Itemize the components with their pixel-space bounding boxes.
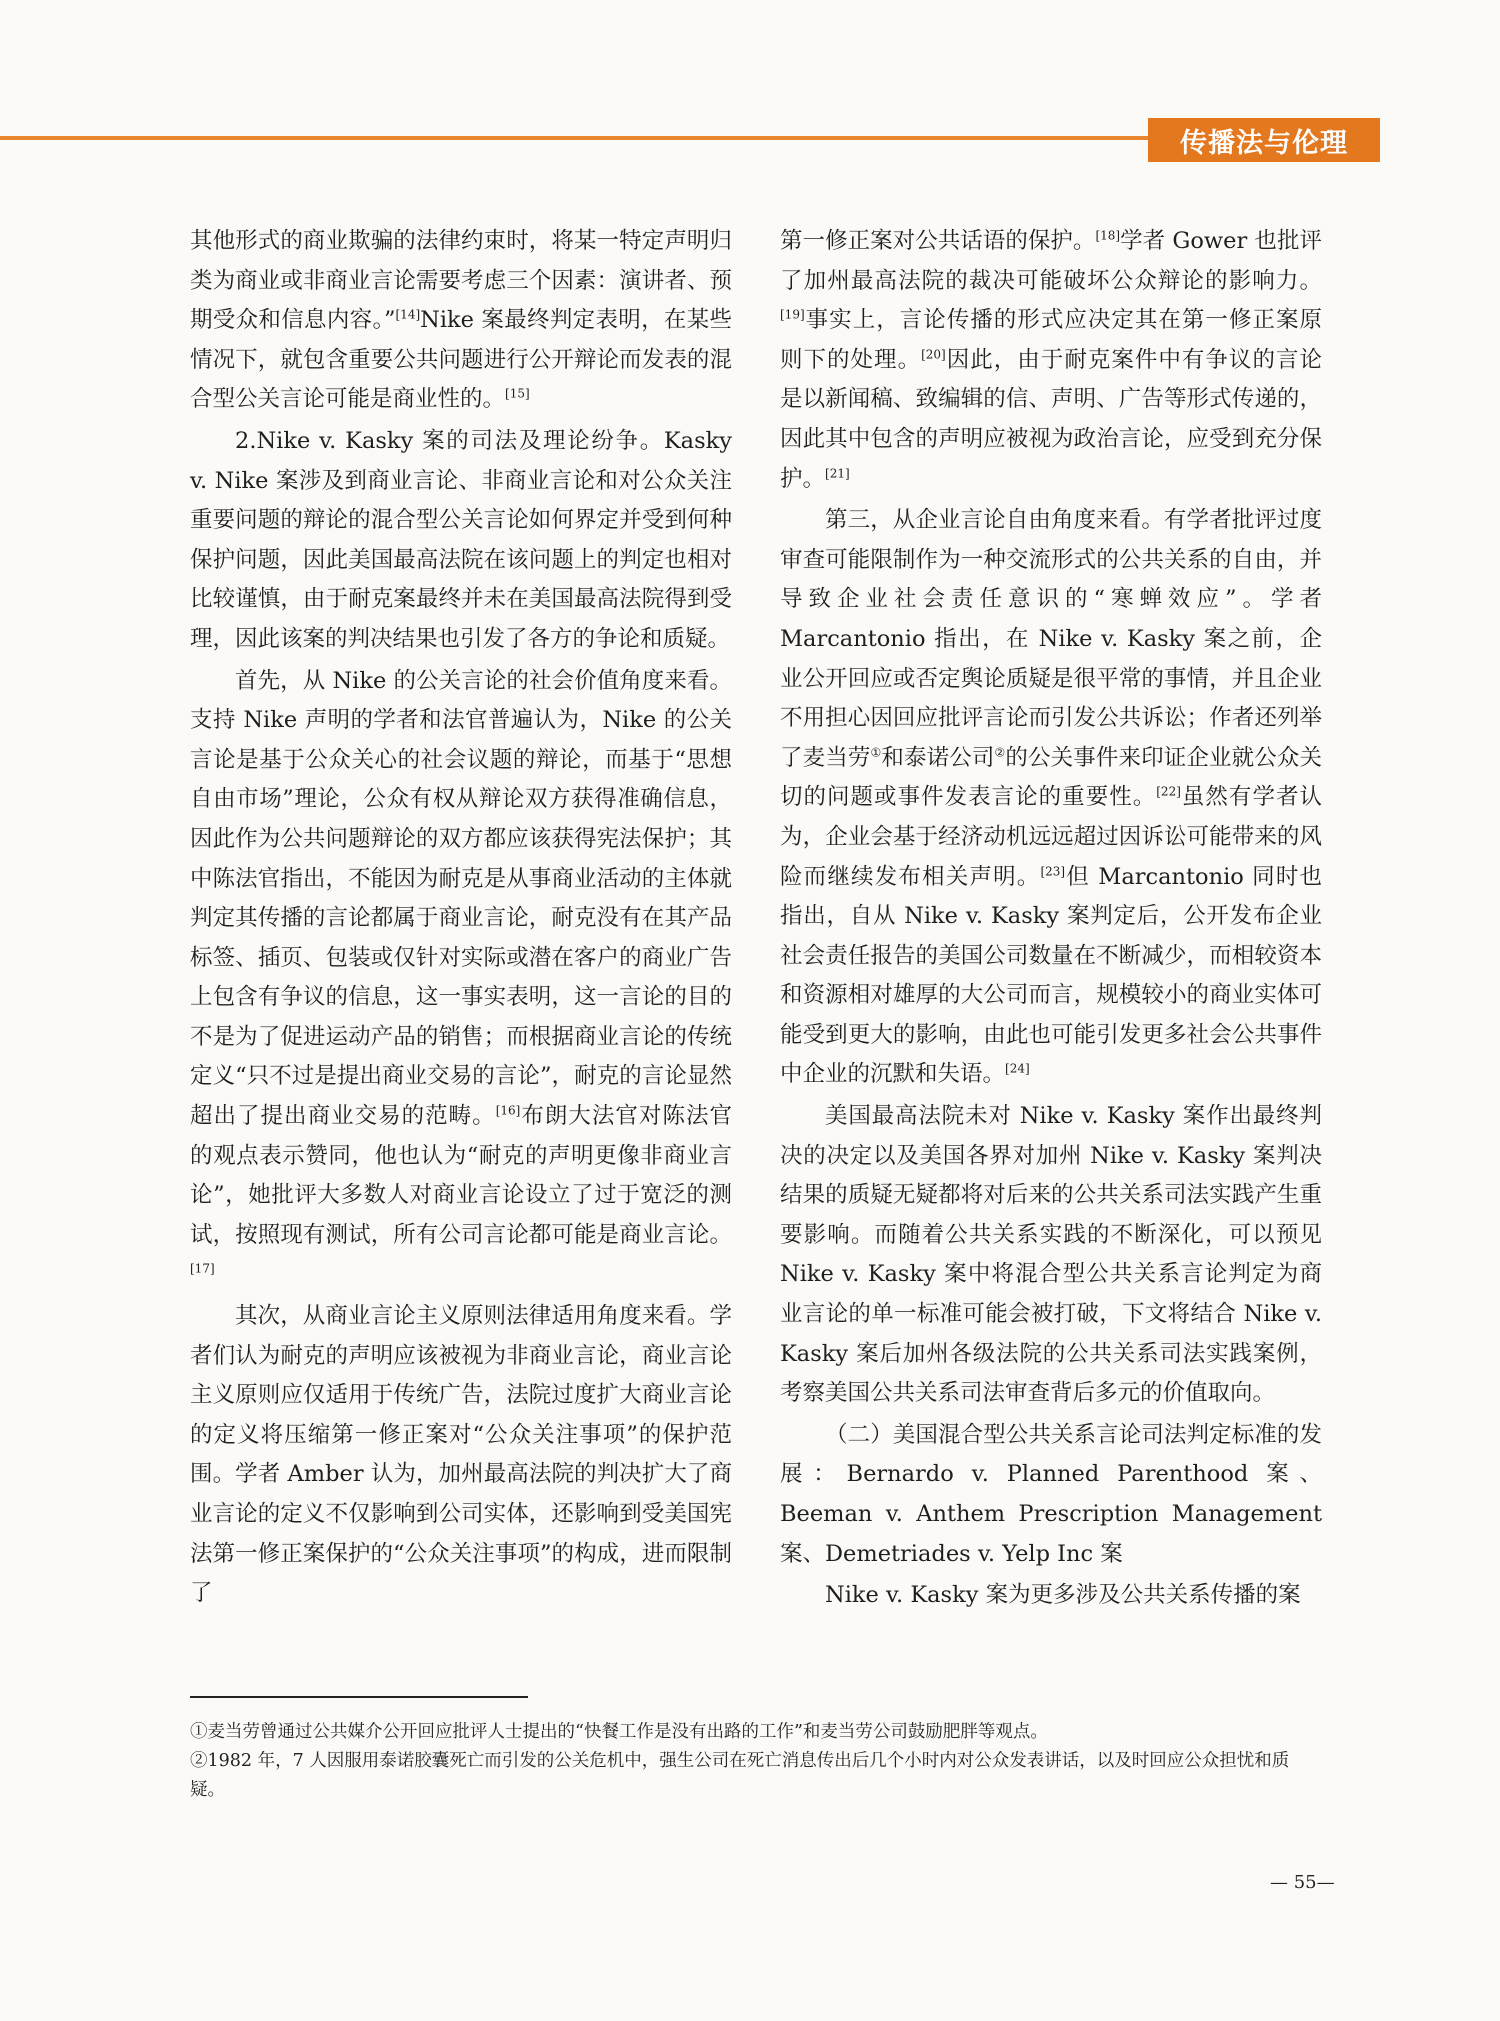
- paragraph-5: 第一修正案对公共话语的保护。[18]学者 Gower 也批评了加州最高法院的裁决可能破坏公众辩论的影响力。[19]事实上，言论传播的形式应决定其在第一修正案原则下的处理。[20]因此，由于耐克案件中有争议的言论是以新闻稿、致编辑的信、声明、广告等形式传递的，因此其中包含的声明应被视为政治言论，应受到充分保护。[21]: [780, 228, 1322, 492]
- footnote-rule: [190, 1696, 528, 1698]
- left-column: [190, 222, 732, 1614]
- paragraph-9: Nike v. Kasky 案为更多涉及公共关系传播的案: [825, 1582, 1301, 1609]
- footnotes: [190, 1718, 1320, 1805]
- footnote-1: ①麦当劳曾通过公共媒介公开回应批评人士提出的“快餐工作是没有出路的工作”和麦当劳公司鼓励肥胖等观点。: [190, 1722, 1048, 1742]
- paragraph-7: 美国最高法院未对 Nike v. Kasky 案作出最终判决的决定以及美国各界对加州 Nike v. Kasky 案判决结果的质疑无疑都将对后来的公共关系司法实践产生重要影响。而随着公共关系实践的不断深化，可以预见 Nike v. Kasky 案中将混合型公共关系言论判定为商业言论的单一标准可能会被打破，下文将结合 Nike v. Kasky 案后加州各级法院的公共关系司法实践案例，考察美国公共关系司法审查背后多元的价值取向。: [780, 1103, 1322, 1407]
- paragraph-4: 其次，从商业言论主义原则法律适用角度来看。学者们认为耐克的声明应该被视为非商业言论，商业言论主义原则应仅适用于传统广告，法院过度扩大商业言论的定义将压缩第一修正案对“公众关注事项”的保护范围。学者 Amber 认为，加州最高法院的判决扩大了商业言论的定义不仅影响到公司实体，还影响到受美国宪法第一修正案保护的“公众关注事项”的构成，进而限制了: [190, 1303, 732, 1607]
- paragraph-2: 2.Nike v. Kasky 案的司法及理论纷争。Kasky v. Nike 案涉及到商业言论、非商业言论和对公众关注重要问题的辩论的混合型公关言论如何界定并受到何种保护问题，因此美国最高法院在该问题上的判定也相对比较谨慎，由于耐克案最终并未在美国最高法院得到受理，因此该案的判决结果也引发了各方的争论和质疑。: [190, 427, 732, 652]
- paragraph-8-subheading: （二）美国混合型公共关系言论司法判定标准的发展：Bernardo v. Planned Parenthood 案、Beeman v. Anthem Prescription Management 案、Demetriades v. Yelp Inc 案: [780, 1421, 1322, 1567]
- paragraph-6: 第三，从企业言论自由角度来看。有学者批评过度审查可能限制作为一种交流形式的公共关系的自由，并导致企业社会责任意识的“寒蝉效应”。学者 Marcantonio 指出，在 Nike v. Kasky 案之前，企业公开回应或否定舆论质疑是很平常的事情，并且企业不用担心因回应批评言论而引发公共诉讼；作者还列举了麦当劳①和泰诺公司②的公关事件来印证企业就公众关切的问题或事件发表言论的重要性。[22]虽然有学者认为，企业会基于经济动机远远超过因诉讼可能带来的风险而继续发布相关声明。[23]但 Marcantonio 同时也指出，自从 Nike v. Kasky 案判定后，公开发布企业社会责任报告的美国公司数量在不断减少，而相较资本和资源相对雄厚的大公司而言，规模较小的商业实体可能受到更大的影响，由此也可能引发更多社会公共事件中企业的沉默和失语。[24]: [780, 507, 1322, 1088]
- paragraph-3: 首先，从 Nike 的公关言论的社会价值角度来看。支持 Nike 声明的学者和法官普遍认为，Nike 的公关言论是基于公众关心的社会议题的辩论，而基于“思想自由市场”理论，公众有权从辩论双方获得准确信息，因此作为公共问题辩论的双方都应该获得宪法保护；其中陈法官指出，不能因为耐克是从事商业活动的主体就判定其传播的言论都属于商业言论，耐克没有在其产品标签、插页、包装或仅针对实际或潜在客户的商业广告上包含有争议的信息，这一事实表明，这一言论的目的不是为了促进运动产品的销售；而根据商业言论的传统定义“只不过是提出商业交易的言论”，耐克的言论显然超出了提出商业交易的范畴。[16]布朗大法官对陈法官的观点表示赞同，他也认为“耐克的声明更像非商业言论”，她批评大多数人对商业言论设立了过于宽泛的测试，按照现有测试，所有公司言论都可能是商业言论。[17]: [190, 667, 732, 1276]
- section-title: 传播法与伦理: [1148, 118, 1380, 162]
- footnote-2: ②1982 年，7 人因服用泰诺胶囊死亡而引发的公关危机中，强生公司在死亡消息传出后几个小时内对公众发表讲话，以及时回应公众担忧和质疑。: [190, 1751, 1290, 1800]
- right-column: [780, 222, 1322, 1616]
- page-number: — 55—: [1270, 1872, 1335, 1893]
- paragraph-1: 其他形式的商业欺骗的法律约束时，将某一特定声明归类为商业或非商业言论需要考虑三个因素：演讲者、预期受众和信息内容。”[14]Nike 案最终判定表明，在某些情况下，就包含重要公共问题进行公开辩论而发表的混合型公关言论可能是商业性的。[15]: [190, 228, 732, 413]
